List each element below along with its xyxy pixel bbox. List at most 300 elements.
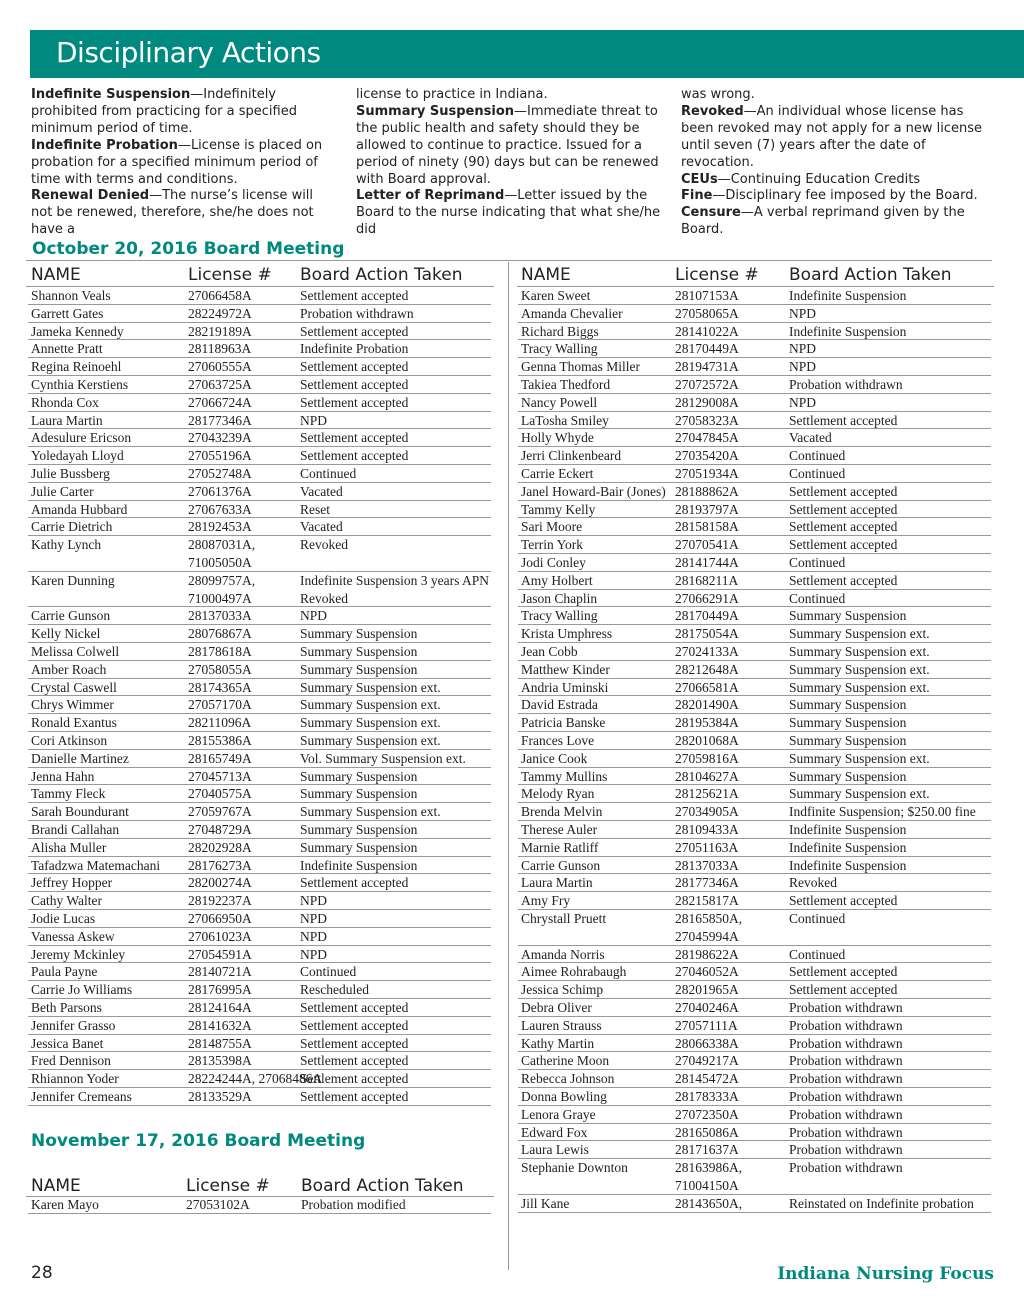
definition bbox=[681, 87, 991, 104]
cell-action: Revoked bbox=[300, 537, 348, 553]
table-row bbox=[518, 536, 991, 554]
cell-action: Probation modified bbox=[301, 1197, 406, 1212]
table-row bbox=[518, 874, 991, 892]
cell-name: Jessica Banet bbox=[31, 1035, 104, 1051]
cell-name: Amanda Chevalier bbox=[521, 305, 623, 321]
cell-license: 28177346A bbox=[675, 875, 739, 891]
cell-action: Summary Suspension ext. bbox=[789, 644, 930, 659]
table-row bbox=[28, 607, 491, 625]
cell-license: 28202928A bbox=[188, 839, 252, 855]
cell-action: Continued bbox=[300, 466, 357, 481]
cell-action: Settlement accepted bbox=[789, 893, 898, 909]
cell-name: Jenna Hahn bbox=[31, 768, 95, 784]
cell-action: Continued bbox=[789, 448, 846, 464]
cell-license: 28177346A bbox=[188, 412, 252, 428]
cell-action: Probation withdrawn bbox=[789, 1071, 903, 1087]
cell-name: Lenora Graye bbox=[521, 1106, 596, 1122]
cell-action: Vacated bbox=[789, 430, 832, 446]
cell-action: Probation withdrawn bbox=[789, 1106, 903, 1122]
cell-name: Donna Bowling bbox=[521, 1089, 607, 1104]
cell-action: Indefinite Suspension bbox=[789, 323, 907, 339]
table-row bbox=[518, 572, 991, 590]
column-divider bbox=[508, 262, 509, 1270]
cell-name: Vanessa Askew bbox=[31, 928, 115, 944]
cell-license: 27040575A bbox=[188, 786, 252, 802]
cell-license: 28104627A bbox=[675, 768, 739, 784]
cell-action: Indefinite Suspension bbox=[300, 857, 418, 873]
definition-term: Fine bbox=[681, 188, 713, 204]
cell-action: Settlement accepted bbox=[300, 430, 409, 446]
table-row bbox=[28, 839, 491, 857]
section-divider bbox=[26, 260, 992, 261]
table-row bbox=[518, 1070, 991, 1088]
definition-text: —Immediate threat to the public health and safety should they be allowed to continue to practice. Issued for a period of ninety (90) days but can be renewed with Board approval. bbox=[356, 103, 659, 187]
table-row bbox=[518, 946, 991, 964]
table-row bbox=[28, 501, 491, 519]
cell-license: 28129008A bbox=[675, 394, 739, 410]
cell-action: Reinstated on Indefinite probation bbox=[789, 1195, 974, 1211]
cell-name: Tammy Kelly bbox=[521, 501, 596, 517]
table-row bbox=[28, 305, 491, 323]
cell-name: Edward Fox bbox=[521, 1124, 588, 1140]
cell-name: Karen Sweet bbox=[521, 288, 591, 303]
table-row bbox=[28, 536, 491, 572]
cell-license: 27048729A bbox=[188, 822, 252, 837]
cell-action: Summary Suspension bbox=[789, 697, 907, 713]
cell-name: Danielle Martinez bbox=[31, 750, 129, 766]
table-row bbox=[518, 892, 991, 910]
cell-name: Julie Carter bbox=[31, 483, 94, 499]
table-row bbox=[28, 981, 491, 999]
definition bbox=[31, 188, 334, 239]
table-row bbox=[518, 323, 991, 341]
cell-license: 28195384A bbox=[675, 715, 739, 731]
cell-license: 27061023A bbox=[188, 928, 252, 944]
cell-name: Tracy Walling bbox=[521, 341, 598, 357]
cell-name: Tammy Mullins bbox=[521, 768, 608, 784]
table-row bbox=[28, 412, 491, 430]
table-row bbox=[518, 590, 991, 608]
cell-name: Stephanie Downton bbox=[521, 1160, 628, 1176]
cell-action: Reset bbox=[300, 501, 330, 517]
cell-name: Sarah Boundurant bbox=[31, 804, 129, 820]
cell-license: 28076867A bbox=[188, 626, 252, 642]
cell-action: Probation withdrawn bbox=[789, 1000, 903, 1015]
table-row bbox=[28, 946, 491, 964]
cell-name: Jameka Kennedy bbox=[31, 323, 124, 339]
table-row bbox=[28, 1070, 491, 1088]
cell-license: 28066338A bbox=[675, 1035, 739, 1051]
cell-action: Settlement accepted bbox=[300, 1071, 409, 1087]
cell-license: 28201490A bbox=[675, 697, 739, 713]
cell-action: Settlement accepted bbox=[300, 377, 409, 392]
table-row bbox=[518, 1035, 991, 1053]
table-row bbox=[28, 625, 491, 643]
cell-license: 27045713A bbox=[188, 768, 252, 784]
cell-license: 28168211A bbox=[675, 572, 739, 588]
definition bbox=[681, 188, 991, 205]
cell-action: Indefinite Suspension 3 years APN Revoked bbox=[300, 572, 489, 606]
table-row bbox=[28, 661, 491, 679]
cell-license: 28198622A bbox=[675, 946, 739, 962]
table-row bbox=[518, 1141, 991, 1159]
definition-text: —The nurse’s license will not be renewed, therefore, she/he does not have a bbox=[31, 188, 314, 238]
cell-license: 27072572A bbox=[675, 377, 739, 392]
cell-name: Laura Lewis bbox=[521, 1142, 589, 1158]
cell-name: David Estrada bbox=[521, 697, 598, 713]
cell-name: Kelly Nickel bbox=[31, 626, 101, 642]
table-row bbox=[28, 572, 491, 608]
cell-license: 28141022A bbox=[675, 323, 739, 339]
definition-text: —License is placed on probation for a specified minimum period of time with terms and conditions. bbox=[31, 137, 323, 187]
cell-action: Probation withdrawn bbox=[789, 1142, 903, 1158]
cell-action: Vacated bbox=[300, 483, 343, 499]
table-row bbox=[28, 465, 491, 483]
cell-action: Settlement accepted bbox=[300, 1000, 409, 1015]
cell-action: Summary Suspension ext. bbox=[789, 661, 930, 677]
cell-action: NPD bbox=[300, 911, 328, 926]
cell-action: Settlement accepted bbox=[300, 875, 409, 891]
table-row bbox=[518, 340, 991, 358]
cell-action: Continued bbox=[789, 590, 846, 606]
cell-license: 28107153A bbox=[675, 288, 739, 303]
table-row bbox=[518, 625, 991, 643]
cell-license: 28176995A bbox=[188, 982, 252, 998]
cell-name: Tammy Fleck bbox=[31, 786, 106, 802]
table-row bbox=[28, 1052, 491, 1070]
cell-name: Carrie Dietrich bbox=[31, 519, 113, 535]
table-row bbox=[518, 750, 991, 768]
table-row bbox=[28, 857, 491, 875]
cell-license: 28215817A bbox=[675, 893, 739, 909]
table-row bbox=[518, 696, 991, 714]
cell-name: Beth Parsons bbox=[31, 1000, 102, 1015]
cell-name: Holly Whyde bbox=[521, 430, 594, 446]
cell-name: Jean Cobb bbox=[521, 644, 578, 659]
cell-name: Amy Holbert bbox=[521, 572, 593, 588]
cell-license: 28143650A, bbox=[675, 1195, 743, 1211]
table-row bbox=[518, 803, 991, 821]
definition-text: —Disciplinary fee imposed by the Board. bbox=[712, 188, 978, 204]
header-license: License # bbox=[186, 1176, 270, 1196]
cell-name: Melissa Colwell bbox=[31, 644, 120, 659]
definition-term: Censure bbox=[681, 205, 741, 221]
cell-action: Summary Suspension ext. bbox=[789, 786, 930, 802]
table-row bbox=[28, 803, 491, 821]
cell-name: Jodie Lucas bbox=[31, 911, 96, 926]
table-row bbox=[28, 447, 491, 465]
table-row bbox=[28, 429, 491, 447]
table-row bbox=[28, 750, 491, 768]
cell-action: NPD bbox=[300, 608, 328, 624]
cell-license-2: 27045994A bbox=[675, 928, 739, 944]
cell-action: Probation withdrawn bbox=[300, 305, 414, 321]
cell-license: 28211096A bbox=[188, 715, 252, 731]
cell-action: Settlement accepted bbox=[300, 1053, 409, 1069]
cell-action: Summary Suspension bbox=[300, 644, 418, 659]
table-row bbox=[28, 358, 491, 376]
cell-name: Matthew Kinder bbox=[521, 661, 610, 677]
cell-license: 28219189A bbox=[188, 323, 252, 339]
cell-license: 27035420A bbox=[675, 448, 739, 464]
cell-name: Chrystall Pruett bbox=[521, 911, 607, 926]
cell-license: 28140721A bbox=[188, 964, 252, 980]
cell-action: Summary Suspension ext. bbox=[300, 804, 441, 820]
table-row bbox=[518, 857, 991, 875]
cell-license: 27072350A bbox=[675, 1106, 739, 1122]
header-action: Board Action Taken bbox=[300, 265, 463, 285]
table-row bbox=[518, 981, 991, 999]
table-row bbox=[518, 607, 991, 625]
cell-license: 27067633A bbox=[188, 501, 252, 517]
table-row bbox=[518, 643, 991, 661]
cell-action: NPD bbox=[300, 946, 328, 962]
table-row bbox=[518, 1195, 991, 1213]
cell-name: Aimee Rohrabaugh bbox=[521, 964, 627, 980]
cell-license: 27059767A bbox=[188, 804, 252, 820]
table-row bbox=[518, 839, 991, 857]
definitions-column-1 bbox=[31, 87, 334, 239]
cell-action: Summary Suspension ext. bbox=[300, 679, 441, 695]
table-row bbox=[518, 429, 991, 447]
cell-name: Lauren Strauss bbox=[521, 1017, 602, 1033]
table-row bbox=[28, 394, 491, 412]
table-row bbox=[518, 910, 991, 946]
header-license: License # bbox=[188, 265, 272, 285]
table-row bbox=[518, 376, 991, 394]
cell-action: Indefinite Suspension bbox=[789, 288, 907, 303]
table-row bbox=[28, 679, 491, 697]
definition-term: Letter of Reprimand bbox=[356, 188, 505, 204]
cell-license: 27066458A bbox=[188, 288, 252, 303]
cell-license-2: 71005050A bbox=[188, 554, 252, 570]
cell-name: Terrin York bbox=[521, 537, 584, 553]
definition bbox=[356, 87, 663, 104]
cell-action: Continued bbox=[789, 466, 846, 481]
cell-license: 28201068A bbox=[675, 733, 739, 748]
cell-action: Summary Suspension bbox=[300, 839, 418, 855]
cell-name: Paula Payne bbox=[31, 964, 98, 980]
cell-license: 28137033A bbox=[675, 857, 739, 873]
cell-license: 27063725A bbox=[188, 377, 252, 392]
table-row bbox=[518, 412, 991, 430]
cell-action: Settlement accepted bbox=[300, 288, 409, 303]
cell-license: 28109433A bbox=[675, 822, 739, 837]
table-row bbox=[28, 874, 491, 892]
cell-license: 28212648A bbox=[675, 661, 739, 677]
table-row bbox=[518, 1106, 991, 1124]
cell-action: Summary Suspension bbox=[300, 626, 418, 642]
cell-action: Summary Suspension bbox=[300, 661, 418, 677]
table-row bbox=[518, 963, 991, 981]
cell-name: Nancy Powell bbox=[521, 394, 598, 410]
cell-action: Indefinite Probation bbox=[300, 341, 409, 357]
definition bbox=[31, 87, 334, 138]
cell-name: Shannon Veals bbox=[31, 288, 111, 303]
cell-license: 27049217A bbox=[675, 1053, 739, 1069]
definition bbox=[681, 172, 991, 189]
cell-name: Brenda Melvin bbox=[521, 804, 603, 820]
cell-name: Rebecca Johnson bbox=[521, 1071, 615, 1087]
cell-action: Probation withdrawn bbox=[789, 1035, 903, 1051]
cell-name: Carrie Eckert bbox=[521, 466, 594, 481]
cell-name: Kathy Martin bbox=[521, 1035, 595, 1051]
cell-action: Settlement accepted bbox=[300, 323, 409, 339]
cell-action: Settlement accepted bbox=[300, 1089, 409, 1104]
cell-action: Settlement accepted bbox=[300, 394, 409, 410]
cell-name: Jodi Conley bbox=[521, 555, 586, 570]
table-row bbox=[518, 554, 991, 572]
cell-license: 27066724A bbox=[188, 394, 252, 410]
cell-license: 28155386A bbox=[188, 733, 252, 748]
cell-license: 28145472A bbox=[675, 1071, 739, 1087]
cell-license: 27051934A bbox=[675, 466, 739, 481]
cell-name: Yoledayah Lloyd bbox=[31, 448, 124, 464]
cell-license: 27057170A bbox=[188, 697, 252, 713]
cell-license: 27057111A bbox=[675, 1017, 738, 1033]
table-row bbox=[28, 643, 491, 661]
cell-action: Summary Suspension bbox=[789, 608, 907, 624]
cell-license: 28193797A bbox=[675, 501, 739, 517]
cell-name: Brandi Callahan bbox=[31, 822, 120, 837]
definitions-column-2 bbox=[356, 87, 663, 239]
cell-license: 28200274A bbox=[188, 875, 252, 891]
table-row bbox=[28, 1017, 491, 1035]
definition-text: license to practice in Indiana. bbox=[356, 87, 548, 102]
cell-name: Regina Reinoehl bbox=[31, 359, 122, 375]
header-action: Board Action Taken bbox=[789, 265, 952, 285]
page-number: 28 bbox=[31, 1263, 53, 1283]
cell-name: Rhonda Cox bbox=[31, 394, 99, 410]
cell-action: Continued bbox=[300, 964, 357, 980]
cell-action: Probation withdrawn bbox=[789, 1053, 903, 1069]
cell-license: 27066291A bbox=[675, 590, 739, 606]
cell-license: 27034905A bbox=[675, 804, 739, 820]
cell-action: Settlement accepted bbox=[789, 964, 898, 980]
cell-name: Carrie Gunson bbox=[521, 857, 601, 873]
cell-name: Fred Dennison bbox=[31, 1053, 111, 1069]
cell-action: Vol. Summary Suspension ext. bbox=[300, 750, 466, 766]
cell-license: 28125621A bbox=[675, 786, 739, 802]
cell-license: 27059816A bbox=[675, 750, 739, 766]
cell-action: Summary Suspension bbox=[789, 733, 907, 748]
cell-name: Annette Pratt bbox=[31, 341, 103, 357]
cell-license: 28165749A bbox=[188, 750, 252, 766]
definition-term: Renewal Denied bbox=[31, 188, 150, 204]
cell-license: 27060555A bbox=[188, 359, 252, 375]
definition bbox=[681, 104, 991, 172]
cell-name: Amanda Hubbard bbox=[31, 501, 128, 517]
table-row bbox=[28, 928, 491, 946]
cell-license: 28148755A bbox=[188, 1035, 252, 1051]
definition bbox=[681, 205, 991, 239]
cell-name: Jill Kane bbox=[521, 1195, 570, 1211]
cell-action: Indefinite Suspension bbox=[789, 857, 907, 873]
cell-name: Patricia Banske bbox=[521, 715, 606, 731]
cell-name: Jeffrey Hopper bbox=[31, 875, 113, 891]
cell-name: Janel Howard-Bair (Jones) bbox=[521, 483, 666, 499]
cell-name: Tracy Walling bbox=[521, 608, 598, 624]
table-row bbox=[28, 1035, 491, 1053]
cell-license: 28087031A, bbox=[188, 537, 256, 553]
cell-license: 27054591A bbox=[188, 946, 252, 962]
cell-name: Jeremy Mckinley bbox=[31, 946, 126, 962]
definition bbox=[356, 188, 663, 239]
table-row bbox=[28, 963, 491, 981]
table-row bbox=[28, 714, 491, 732]
table-row bbox=[28, 483, 491, 501]
publication-title: Indiana Nursing Focus bbox=[777, 1264, 994, 1284]
table-row bbox=[518, 465, 991, 483]
cell-name: Janice Cook bbox=[521, 750, 588, 766]
header-action: Board Action Taken bbox=[301, 1176, 464, 1196]
cell-license: 28099757A, bbox=[188, 572, 256, 588]
cell-license: 27052748A bbox=[188, 466, 252, 481]
cell-name: Jerri Clinkenbeard bbox=[521, 448, 622, 464]
cell-license: 27047845A bbox=[675, 430, 739, 446]
cell-name: Genna Thomas Miller bbox=[521, 359, 640, 375]
cell-license: 28201965A bbox=[675, 982, 739, 998]
cell-license: 28137033A bbox=[188, 608, 252, 624]
cell-license: 28178618A bbox=[188, 644, 252, 659]
cell-action: Vacated bbox=[300, 519, 343, 535]
table-row bbox=[28, 287, 491, 305]
cell-name: Chrys Wimmer bbox=[31, 697, 114, 713]
cell-action: Settlement accepted bbox=[789, 519, 898, 535]
table-row bbox=[28, 696, 491, 714]
cell-action: Settlement accepted bbox=[789, 412, 898, 428]
table-row bbox=[28, 768, 491, 786]
table-row bbox=[28, 785, 491, 803]
table-row bbox=[28, 892, 491, 910]
definition-term: Indefinite Suspension bbox=[31, 87, 191, 102]
definition-text: —A verbal reprimand given by the Board. bbox=[681, 205, 965, 238]
definition-text: —Letter issued by the Board to the nurse indicating that what she/he did bbox=[356, 188, 661, 238]
header-name: NAME bbox=[31, 265, 81, 285]
cell-name: Carrie Jo Williams bbox=[31, 982, 133, 998]
cell-name: Carrie Gunson bbox=[31, 608, 111, 624]
cell-license: 27046052A bbox=[675, 964, 739, 980]
cell-name: Amber Roach bbox=[31, 661, 107, 677]
table-row bbox=[518, 518, 991, 536]
table-row bbox=[28, 518, 491, 536]
cell-action: Settlement accepted bbox=[300, 1017, 409, 1033]
definition-term: CEUs bbox=[681, 171, 718, 187]
cell-license: 28118963A bbox=[188, 341, 252, 357]
cell-action: Summary Suspension bbox=[300, 768, 418, 784]
cell-action: Indefinite Suspension bbox=[789, 839, 907, 855]
table-row bbox=[518, 501, 991, 519]
cell-license: 27058065A bbox=[675, 305, 739, 321]
table-row bbox=[518, 785, 991, 803]
cell-license: 28194731A bbox=[675, 359, 739, 375]
header-license: License # bbox=[675, 265, 759, 285]
cell-name: Adesulure Ericson bbox=[31, 430, 132, 446]
cell-license: 28158158A bbox=[675, 519, 739, 535]
cell-action: Probation withdrawn bbox=[789, 1160, 903, 1176]
cell-action: Indfinite Suspension; $250.00 fine bbox=[789, 804, 976, 820]
meeting-title-oct: October 20, 2016 Board Meeting bbox=[32, 239, 345, 259]
cell-license-2: 71004150A bbox=[675, 1177, 739, 1193]
table-row bbox=[518, 679, 991, 697]
cell-name: Sari Moore bbox=[521, 519, 583, 535]
cell-license: 27058323A bbox=[675, 412, 739, 428]
cell-action: Settlement accepted bbox=[300, 359, 409, 375]
table-row bbox=[28, 821, 491, 839]
table-row bbox=[518, 358, 991, 376]
cell-license: 27070541A bbox=[675, 537, 739, 553]
cell-name: Jennifer Cremeans bbox=[31, 1089, 132, 1104]
